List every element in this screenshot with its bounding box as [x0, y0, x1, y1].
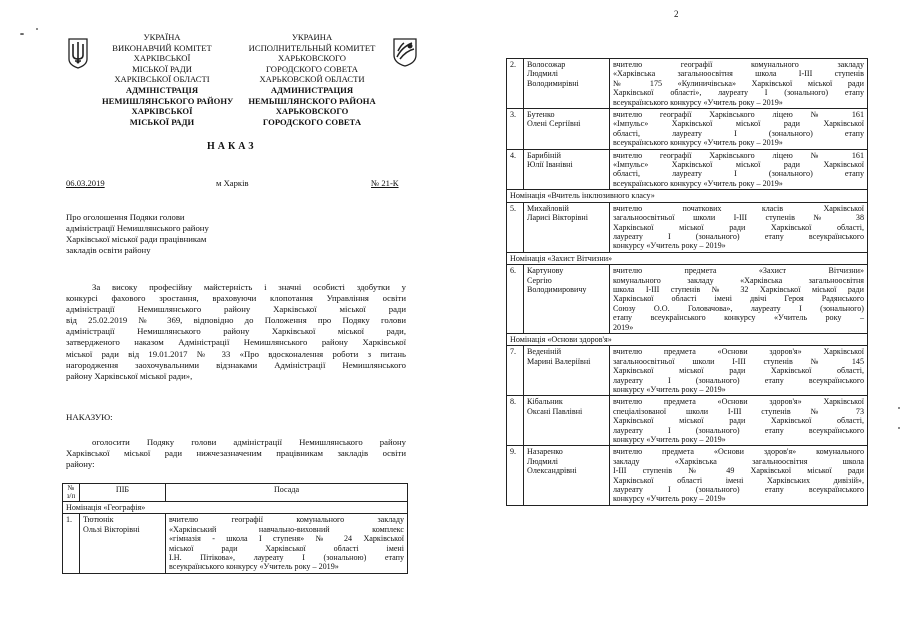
col-post-header: Посада	[166, 484, 408, 502]
header-line: ХАРКІВСЬКОЇ	[131, 106, 193, 117]
awardee-position-line: лауреату І (зонального) етапу всеукраїнського	[613, 375, 864, 385]
awardee-name	[80, 514, 166, 573]
awardee-name-line: Тютюнік	[83, 515, 114, 525]
header-line: УКРАЇНА	[143, 32, 181, 42]
trident-emblem-icon	[67, 37, 89, 69]
preamble-paragraph	[66, 282, 406, 382]
awardee-name-line: Марині Валеріївні	[527, 356, 591, 366]
awardee-position-line: лауреату І (зонального) етапу всеукраїнського	[613, 231, 864, 241]
awardee-name-line: Юлії Іванівні	[527, 160, 573, 170]
subject-line: Харківської міської ради працівникам	[66, 234, 207, 244]
awardee-name	[524, 446, 610, 505]
subject-line: закладів освіти району	[66, 245, 151, 255]
scan-speck	[898, 427, 900, 429]
row-number: 2.	[507, 59, 524, 109]
table-row	[507, 346, 868, 396]
awardee-position-line: вчителю початкових класів Харківської	[613, 203, 864, 213]
header-russian	[232, 32, 392, 127]
awardee-position-line: лауреату І (зонального) етапу всеукраїнського	[613, 425, 864, 435]
awardee-name	[524, 396, 610, 446]
paragraph-line: району:	[66, 459, 95, 470]
awardee-position-line: вчителю географії Харківського ліцею № 161	[613, 150, 864, 160]
header-line: ГОРОДСКОГО СОВЕТА	[266, 63, 358, 74]
subject-line: адміністрації Немишлянського району	[66, 223, 209, 233]
awardee-position-line: Харківської області імені двічі Героя Радянського	[613, 294, 864, 304]
awardee-position	[610, 109, 868, 150]
kharkiv-city-emblem-icon	[392, 37, 418, 67]
awardee-position-line: конкурсу «Учитель року – 2019»	[613, 385, 726, 394]
awardee-position-line: вчителю предмета «Основи здоров'я» комунального	[613, 447, 864, 457]
nomination-label: Номінація «Вчитель інклюзивного класу»	[507, 190, 868, 202]
table-row	[507, 149, 868, 190]
paragraph-line: Харківської міської ради нижчезазначеним працівникам закладів освіти	[66, 448, 406, 459]
right-page	[452, 0, 901, 633]
awardee-name-line: Олені Сергіївні	[527, 119, 581, 129]
awardee-position	[610, 149, 868, 190]
awardee-position-line: Харківської області імені Харківських дивізій»,	[613, 475, 864, 485]
awardee-position-line: етапу всеукраїнського конкурсу «Учитель року –	[613, 313, 864, 323]
awardee-name-line: Веденіній	[527, 347, 562, 357]
awardee-position-line: Харківської міської ради Харківської області,	[613, 416, 864, 426]
awardee-name-line: Ользі Вікторівні	[83, 524, 140, 534]
awardee-position	[610, 346, 868, 396]
awardee-name-line: Михайловій	[527, 203, 569, 213]
order-city: м Харків	[216, 178, 249, 188]
awardee-name-line: Олександрівні	[527, 466, 577, 476]
awardee-position-line: Союзу О.О. Головачова», лауреату І (зонального)	[613, 303, 864, 313]
nomination-label: Номінація «Захист Вітчизни»	[507, 252, 868, 264]
right-table-body	[507, 59, 868, 506]
nakazuyu-heading: НАКАЗУЮ:	[66, 412, 113, 422]
awardee-position	[610, 446, 868, 505]
paragraph-line: району Харківської міської ради»,	[66, 370, 193, 381]
awardee-name-line: Волосожар	[527, 60, 566, 69]
awardee-position-line: «Харківський навчально-виховний комплекс	[169, 524, 404, 534]
order-date: 06.03.2019	[66, 178, 105, 188]
awardee-name-line: Ларисі Вікторівні	[527, 213, 588, 223]
header-line: ХАРКІВСЬКОЇ ОБЛАСТІ	[114, 74, 210, 85]
awardee-position-line: Харківської міської ради Харківської області,	[613, 366, 864, 376]
awardee-position-line: вчителю географії Харківського ліцею № 161	[613, 110, 864, 120]
awardee-position-line: області, лауреату І (зонального) етапу	[613, 128, 864, 138]
awardee-position-line: конкурсу «Учитель року – 2019»	[613, 494, 726, 504]
awardee-name-line: Барибіній	[527, 150, 561, 160]
paragraph-line: затвердженого наказом Адміністрації Немишлянського району Харківської	[66, 337, 406, 348]
awardee-name-line: Оксані Павлівні	[527, 406, 583, 416]
table-header-row	[63, 484, 408, 502]
awardee-name	[524, 202, 610, 252]
row-number: 4.	[507, 149, 524, 190]
scan-speck	[898, 407, 900, 409]
awardee-position-line: лауреату І (зонального) етапу всеукраїнського	[613, 485, 864, 495]
awardee-name-line: Людмилі	[527, 69, 558, 79]
awardee-position	[610, 202, 868, 252]
nomination-row	[507, 333, 868, 345]
awardee-position-line: закладу «Харківська загальноосвітня школа	[613, 456, 864, 466]
table-row	[507, 265, 868, 334]
header-line: ВИКОНАВЧИЙ КОМІТЕТ	[112, 42, 212, 53]
awardee-position-line: всеукраїнського конкурсу «Учитель року – 2019»	[613, 138, 783, 148]
awardee-name	[524, 109, 610, 150]
header-line: НЕМЫШЛЯНСКОГО РАЙОНА	[248, 95, 376, 106]
order-text	[66, 437, 406, 470]
table-row	[507, 396, 868, 446]
awardee-position-line: вчителю географії комунального закладу	[613, 60, 864, 69]
awardee-position-line: вчителю предмета «Основи здоров'я» Харківської	[613, 347, 864, 357]
awardee-name	[524, 59, 610, 109]
col-name-header: ПІБ	[80, 484, 166, 502]
paragraph-line: оголосити Подяку голови адміністрації Немишлянського району	[92, 437, 406, 447]
nomination-row	[63, 502, 408, 514]
awardee-position-line: всеукраїнського конкурсу «Учитель року – 2019»	[169, 562, 339, 572]
header-line: ИСПОЛНИТЕЛЬНЫЙ КОМИТЕТ	[248, 42, 376, 53]
awardee-name	[524, 265, 610, 334]
table-row	[63, 514, 408, 573]
table-row	[507, 202, 868, 252]
awardee-position-line: «Харківська загальноосвітня школа І-ІІІ ступенів	[613, 69, 864, 79]
header-line: АДМІНІСТРАЦІЯ	[125, 84, 199, 95]
nomination-label: Номінація «Географія»	[63, 502, 408, 514]
paragraph-line: нагородження заохочувальними відзнаками Адміністрації Немишлянського	[66, 359, 406, 370]
nomination-label: Номінація «Основи здоров'я»	[507, 333, 868, 345]
awardee-name-line: Володимирівні	[527, 78, 579, 88]
order-subject	[66, 212, 296, 256]
awardee-position-line: всеукраїнського конкурсу «Учитель року – 2019»	[613, 178, 783, 188]
nomination-row	[507, 252, 868, 264]
header-line: АДМИНИСТРАЦИЯ	[270, 84, 354, 95]
table-row	[507, 109, 868, 150]
awardee-name-line: Кібальник	[527, 397, 563, 407]
awardees-table-right	[506, 58, 868, 506]
paragraph-line: За високу професійну майстерність і значні особисті здобутки у	[92, 282, 406, 292]
header-line: ГОРОДСКОГО СОВЕТА	[262, 116, 362, 127]
header-ukrainian	[102, 32, 234, 127]
scan-speck	[36, 28, 38, 30]
awardee-position-line: вчителю предмета «Захист Вітчизни»	[613, 266, 864, 276]
awardee-position-line: І.Н. Пітікова», лауреату І (зональною) етапу	[169, 553, 404, 563]
awardee-position-line: Харківської області», лауреату І (зонального) етапу	[613, 88, 864, 98]
table-row	[507, 446, 868, 505]
row-number: 8.	[507, 396, 524, 446]
awardee-position	[610, 265, 868, 334]
order-title: НАКАЗ	[207, 141, 257, 152]
awardee-name-line: Картунову	[527, 266, 564, 276]
awardee-name-line: Бутенко	[527, 110, 555, 120]
awardee-position-line: школа І-ІІІ ступенів № 32 Харківської міської ради	[613, 284, 864, 294]
header-line: ХАРКІВСЬКОЇ	[133, 53, 191, 64]
awardee-name	[524, 346, 610, 396]
header-line: ХАРЬКОВСКОГО	[275, 106, 349, 117]
awardee-name-line: Володимировичу	[527, 284, 587, 294]
row-number: 9.	[507, 446, 524, 505]
awardee-position-line: спеціалізованої школи І-ІІІ ступенів № 73	[613, 406, 864, 416]
header-line: НЕМИШЛЯНСЬКОГО РАЙОНУ	[102, 95, 234, 106]
awardee-position-line: «гімназія - школа І ступеня» № 24 Харківської	[169, 534, 404, 544]
left-table-body	[63, 514, 408, 573]
awardee-position-line: всеукраїнського конкурсу «Учитель року – 2019»	[613, 97, 783, 107]
awardee-name	[524, 149, 610, 190]
paragraph-line: адміністрації Немишлянського району Харківської міської ради	[66, 304, 406, 315]
awardee-position-line: загальноосвітньої школи І-ІІІ ступенів № 145	[613, 356, 864, 366]
row-number: 3.	[507, 109, 524, 150]
awardee-name-line: Сергію	[527, 275, 552, 285]
awardee-position	[166, 514, 408, 573]
awardee-position-line: «Імпульс» Харківської міської ради Харківської	[613, 119, 864, 129]
paragraph-line: міської ради від 19.01.2017 № 33 «Про вдосконалення роботи з питань	[66, 348, 406, 359]
header-line: ХАРЬКОВСКОГО	[278, 53, 346, 64]
header-line: МІСЬКОЇ РАДИ	[129, 116, 195, 127]
header-line: МІСЬКОЇ РАДИ	[132, 63, 192, 74]
awardee-position-line: № 175 «Кулиничівська» Харківської міської ради	[613, 78, 864, 88]
awardee-position-line: І-ІІІ ступенів № 49 Харківської міської ради	[613, 466, 864, 476]
col-num-header	[63, 484, 80, 502]
awardee-position-line: комунального закладу «Харківська загальноосвітня	[613, 275, 864, 285]
col-num-label: №	[67, 484, 75, 492]
paragraph-line: конкурсі фахового зростання, враховуючи клопотання Управління освіти	[66, 293, 406, 304]
header-line: УКРАИНА	[291, 32, 333, 42]
awardee-position-line: конкурсу «Учитель року – 2019»	[613, 241, 726, 251]
awardee-position-line: «Імпульс» Харківської міської ради Харківської	[613, 160, 864, 170]
awardee-name-line: Людмилі	[527, 456, 558, 466]
row-number: 5.	[507, 202, 524, 252]
awardee-position-line: міської ради Харківської області імені	[169, 543, 404, 553]
awardee-position	[610, 396, 868, 446]
paragraph-line: від 25.02.2019 № 369, відповідно до Положення про Подяку голови	[66, 315, 406, 326]
row-number: 6.	[507, 265, 524, 334]
row-number: 1.	[63, 514, 80, 573]
awardee-position-line: вчителю предмета «Основи здоров'я» Харківської	[613, 397, 864, 407]
scan-speck	[20, 33, 24, 35]
col-num-sub: з/п	[66, 491, 76, 500]
awardee-position-line: області, лауреату І (зонального) етапу	[613, 169, 864, 179]
row-number: 7.	[507, 346, 524, 396]
awardee-name-line: Назаренко	[527, 447, 563, 457]
awardee-position-line: Харківської міської ради Харківської області,	[613, 222, 864, 232]
table-row	[507, 59, 868, 109]
paragraph-line: адміністрації Немишлянського району Харківської міської ради,	[66, 326, 406, 337]
awardee-position	[610, 59, 868, 109]
awardee-position-line: конкурсу «Учитель року – 2019»	[613, 435, 726, 445]
subject-line: Про оголошення Подяки голови	[66, 212, 185, 222]
nomination-row	[507, 190, 868, 202]
awardee-position-line: вчителю географії комунального закладу	[169, 515, 404, 525]
awardee-position-line: 2019»	[613, 322, 634, 332]
page-number: 2	[674, 9, 679, 19]
order-number: № 21-К	[371, 178, 399, 188]
awardee-position-line: загальноосвітньої школи І-ІІІ ступенів № 38	[613, 213, 864, 223]
header-line: ХАРЬКОВСКОЙ ОБЛАСТИ	[259, 74, 365, 85]
awardees-table-left	[62, 483, 408, 574]
